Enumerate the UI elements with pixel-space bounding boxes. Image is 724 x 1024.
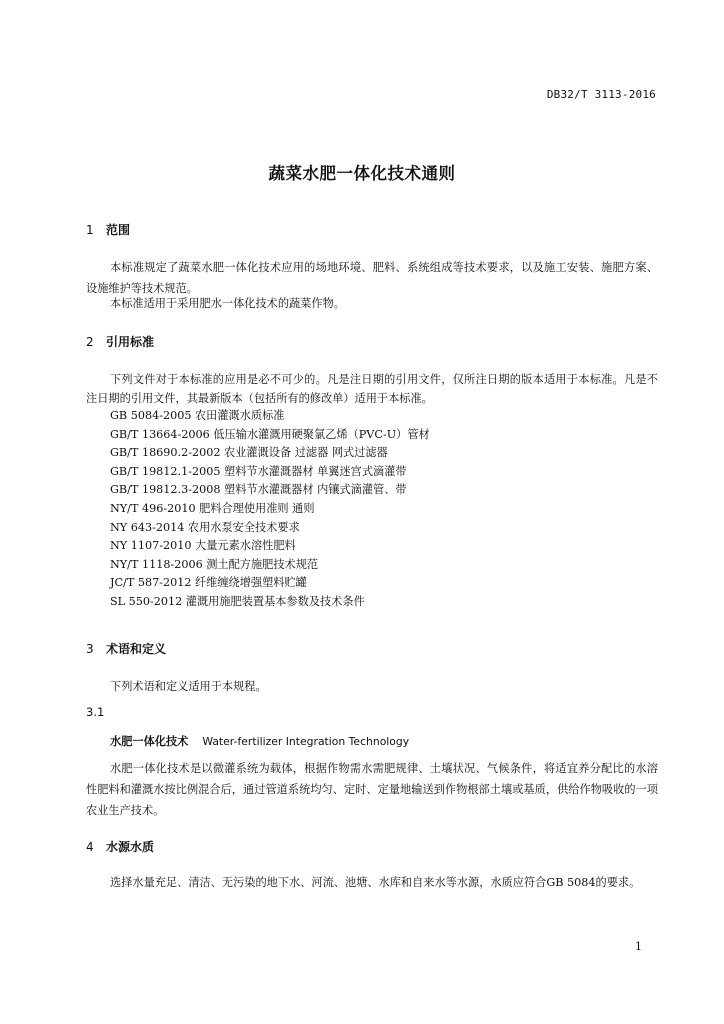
reference-item: SL 550-2012 灌溉用施肥装置基本参数及技术条件 — [110, 594, 365, 608]
reference-item: JC/T 587-2012 纤维缠绕增强塑料贮罐 — [110, 576, 307, 590]
reference-item: NY/T 1118-2006 测土配方施肥技术规范 — [110, 557, 319, 571]
reference-item: GB/T 13664-2006 低压输水灌溉用硬聚氯乙烯（PVC-U）管材 — [110, 427, 430, 441]
reference-item: GB/T 18690.2-2002 农业灌溉设备 过滤器 网式过滤器 — [110, 446, 388, 460]
term-entry — [110, 733, 409, 749]
term-definition: 水肥一体化技术是以微灌系统为载体，根据作物需水需肥规律、土壤状况、气候条件，将适宜养分配比的水溶性肥料和灌溉水按比例混合后，通过管道系统均匀、定时、定量地输送到作物根部土壤或基质，供给作物吸收的一项农业生产技术。 — [86, 762, 658, 817]
section-number: 1 — [86, 223, 94, 237]
reference-item: GB 5084-2005 农田灌溉水质标准 — [110, 409, 285, 422]
reference-item: NY 1107-2010 大量元素水溶性肥料 — [110, 539, 296, 553]
section-2-heading — [86, 333, 154, 350]
section-title: 范围 — [106, 223, 131, 237]
standard-code: DB32/T 3113-2016 — [546, 88, 656, 101]
reference-list — [110, 407, 430, 612]
reference-item: GB/T 19812.1-2005 塑料节水灌溉器材 单翼迷宫式滴灌带 — [110, 464, 407, 478]
term-chinese: 水肥一体化技术 — [110, 735, 189, 748]
section-3-heading — [86, 640, 166, 657]
page-number: 1 — [635, 940, 642, 953]
section-title: 术语和定义 — [106, 642, 167, 656]
subsection-3-1-number: 3.1 — [86, 705, 105, 719]
section-title: 引用标准 — [106, 335, 155, 349]
section-1-heading — [86, 221, 130, 238]
section-4-paragraph-1: 选择水量充足、清洁、无污染的地下水、河流、池塘、水库和自来水等水源，水质应符合GB 5084的要求。 — [110, 876, 641, 889]
reference-item: NY 643-2014 农用水泵安全技术要求 — [110, 520, 300, 534]
section-number: 3 — [86, 642, 94, 656]
section-3-paragraph-1: 下列术语和定义适用于本规程。 — [110, 680, 267, 693]
section-1-paragraph-2: 本标准适用于采用肥水一体化技术的蔬菜作物。 — [110, 297, 345, 310]
section-4-heading — [86, 838, 154, 855]
term-english: Water-fertilizer Integration Technology — [202, 735, 410, 748]
section-number: 2 — [86, 335, 94, 349]
reference-item: NY/T 496-2010 肥料合理使用准则 通则 — [110, 501, 315, 515]
section-title: 水源水质 — [106, 840, 155, 854]
section-2-paragraph-1: 下列文件对于本标准的应用是必不可少的。凡是注日期的引用文件，仅所注日期的版本适用于本标准。凡是不注日期的引用文件，其最新版本（包括所有的修改单）适用于本标准。 — [86, 373, 658, 405]
document-title: 蔬菜水肥一体化技术通则 — [268, 164, 456, 183]
reference-item: GB/T 19812.3-2008 塑料节水灌溉器材 内镶式滴灌管、带 — [110, 483, 407, 497]
section-number: 4 — [86, 840, 94, 854]
section-1-paragraph-1: 本标准规定了蔬菜水肥一体化技术应用的场地环境、肥料、系统组成等技术要求，以及施工安装、施肥方案、设施维护等技术规范。 — [86, 261, 658, 295]
